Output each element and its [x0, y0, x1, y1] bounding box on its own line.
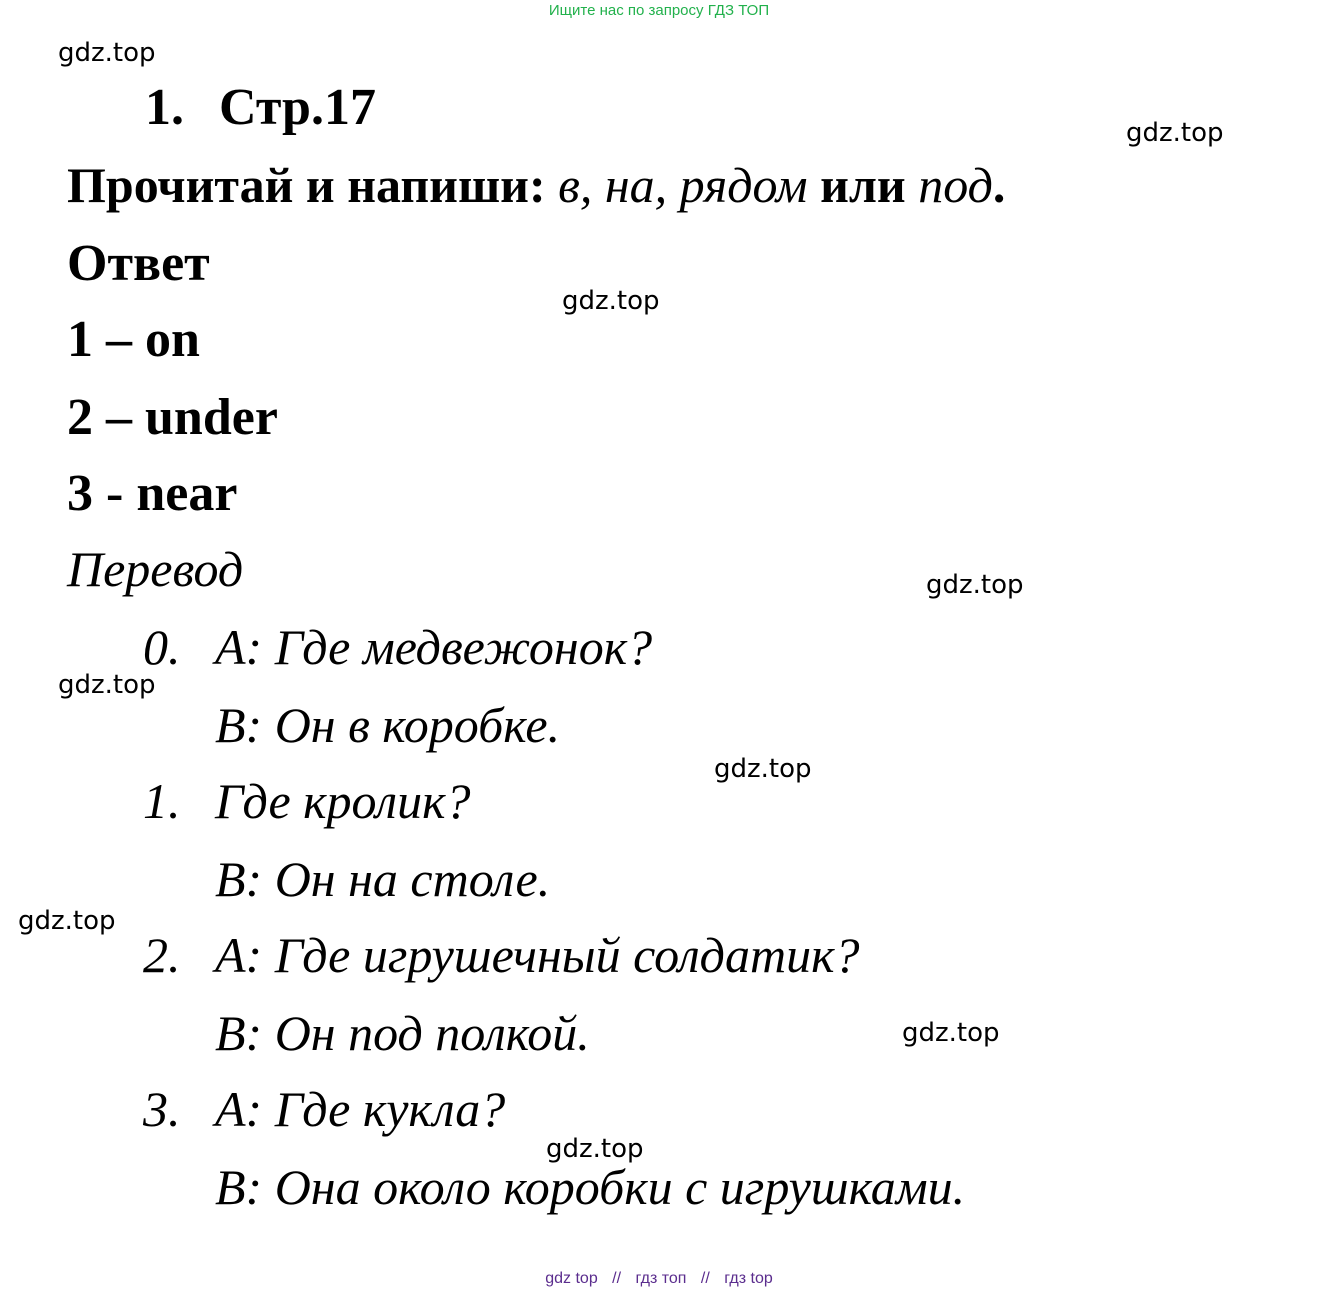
translation-number: 0. — [143, 619, 181, 675]
watermark: gdz.top — [1126, 118, 1224, 148]
watermark: gdz.top — [902, 1018, 1000, 1048]
task-or: или — [820, 157, 906, 213]
translation-line — [143, 618, 652, 676]
translation-text: A: Где медвежонок? — [215, 619, 653, 675]
task-dot: . — [992, 157, 1006, 213]
translation-number: 3. — [143, 1081, 181, 1137]
top-banner: Ищите нас по запросу ГДЗ ТОП — [548, 2, 770, 19]
heading-number: 1. — [145, 79, 184, 136]
translation-number: 1. — [143, 773, 181, 829]
watermark: gdz.top — [714, 754, 812, 784]
watermark: gdz.top — [58, 670, 156, 700]
footer-link[interactable]: гдз top — [724, 1270, 773, 1287]
heading-page: Стр.17 — [219, 79, 376, 136]
watermark: gdz.top — [18, 906, 116, 936]
translation-text: A: Где кукла? — [215, 1081, 506, 1137]
translation-number: 2. — [143, 927, 181, 983]
translation-label: Перевод — [67, 541, 244, 597]
translation-line — [143, 772, 470, 830]
watermark: gdz.top — [546, 1134, 644, 1164]
translation-line — [143, 1080, 505, 1138]
watermark: gdz.top — [926, 570, 1024, 600]
watermark: gdz.top — [58, 38, 156, 68]
answer-label: Ответ — [67, 235, 210, 292]
translation-line: B: Он в коробке. — [215, 697, 561, 753]
translation-line: B: Он под полкой. — [215, 1005, 590, 1061]
task-word-3: рядом — [679, 157, 808, 213]
task-instruction — [67, 156, 1005, 214]
answer-item: 3 - near — [67, 465, 238, 522]
task-word-1: в, — [558, 157, 593, 213]
translation-line: B: Она около коробки с игрушками. — [215, 1159, 966, 1215]
task-word-2: на, — [604, 157, 668, 213]
footer-separator: // — [612, 1270, 622, 1287]
footer-link[interactable]: гдз топ — [635, 1270, 687, 1287]
translation-text: A: Где игрушечный солдатик? — [215, 927, 860, 983]
translation-line: B: Он на столе. — [215, 851, 551, 907]
footer-separator: // — [700, 1270, 710, 1287]
footer-link[interactable]: gdz top — [545, 1270, 598, 1287]
task-word-4: под — [918, 157, 993, 213]
answer-item: 1 – on — [67, 311, 200, 368]
footer-links — [0, 1270, 1318, 1288]
answer-item: 2 – under — [67, 389, 278, 446]
task-lead: Прочитай и напиши: — [67, 157, 546, 213]
watermark: gdz.top — [562, 286, 660, 316]
translation-line — [143, 926, 859, 984]
page-heading — [145, 78, 376, 137]
translation-text: Где кролик? — [215, 773, 471, 829]
